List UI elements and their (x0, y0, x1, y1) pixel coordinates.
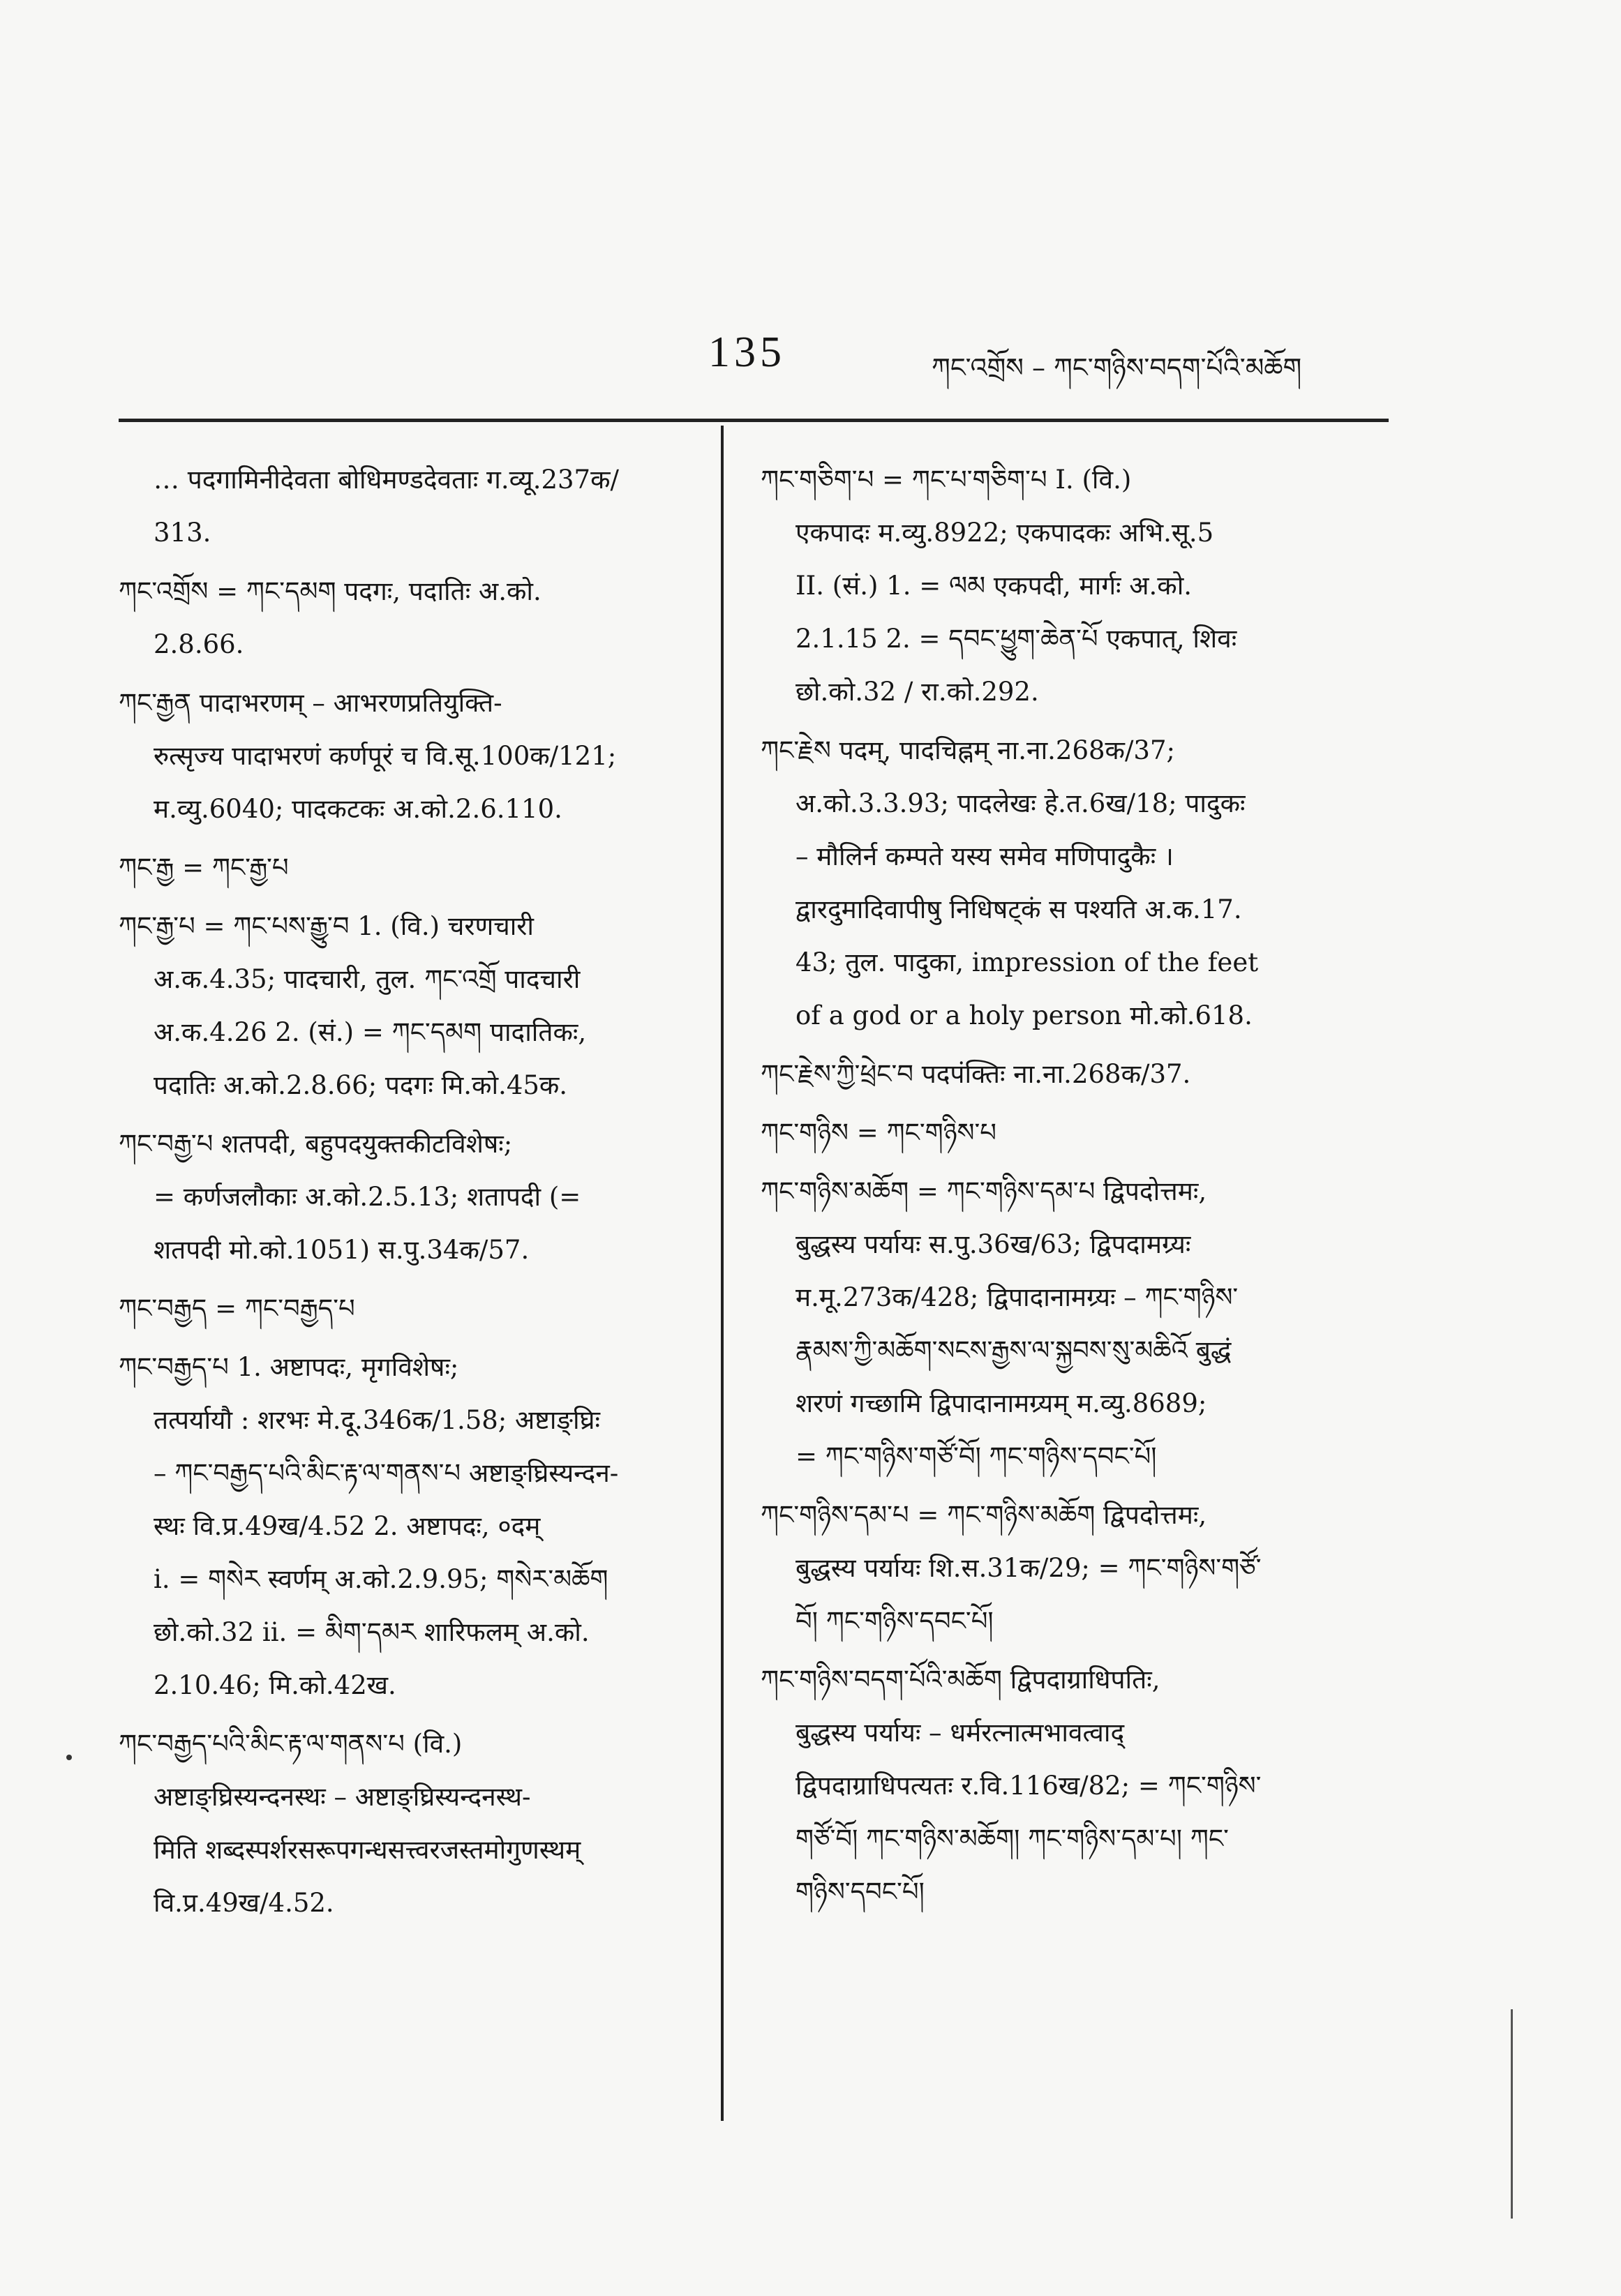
dictionary-entry (761, 724, 1392, 1042)
entry-line: अ.क.4.35; पादचारी, तुल. ཀང་འགྲོ पादचारी (154, 964, 581, 994)
entry-line: = कर्णजलौकाः अ.को.2.5.13; शतापदी (= (154, 1182, 581, 1212)
running-head: ཀང་འགྲོས – ཀང་གཉིས་བདག་པོའི་མཆོག (932, 352, 1302, 383)
dictionary-entry (119, 677, 701, 836)
entry-headline: ཀང་གཉིས = ཀང་གཉིས་པ (761, 1118, 996, 1148)
dictionary-entry (761, 1489, 1392, 1648)
entry-line: i. = གསེར स्वर्णम् अ.को.2.9.95; གསེར་མཆོག (154, 1564, 608, 1594)
entry-headline: ཀང་བརྒྱད་པ 1. अष्टापदः, मृगविशेषः; (119, 1352, 459, 1382)
margin-line (1511, 2009, 1513, 2219)
entry-line: 2.1.15 2. = དབང་ཕྱུག་ཆེན་པོ एकपात्, शिवः (795, 624, 1237, 654)
entry-line: द्वारदुमादिवापीषु निधिषट्कं स पश्यति अ.क.17. (795, 894, 1242, 924)
entry-line: बुद्धस्य पर्यायः शि.स.31क/29; = ཀང་གཉིས་གཙོ་ (795, 1553, 1262, 1583)
entry-line: གཉིས་དབང་པོ། (795, 1877, 925, 1907)
entry-line: གཙོ་བོ། ཀང་གཉིས་མཆོག། ཀང་གཉིས་དམ་པ། ཀང་ (795, 1824, 1229, 1854)
entry-headline: … पदगामिनीदेवता बोधिमण्डदेवताः ग.व्यू.237क/ (154, 465, 619, 495)
entry-headline: ཀང་རྒྱ་པ = ཀང་པས་རྒྱུ་བ 1. (वि.) चरणचारी (119, 911, 535, 941)
dictionary-entry (119, 565, 701, 671)
entry-headline: ཀང་གཅིག་པ = ཀང་པ་གཅིག་པ I. (वि.) (761, 465, 1132, 495)
entry-headline: ཀང་འགྲོས = ཀང་དམག पदगः, पदातिः अ.को. (119, 576, 541, 606)
entry-line: मिति शब्दस्पर्शरसरूपगन्धसत्त्वरजस्तमोगुणस्थम् (154, 1835, 581, 1865)
entry-line: शरणं गच्छामि द्विपादानामग्र्यम् म.व्यु.8689; (795, 1388, 1207, 1418)
entry-line: – मौलिर्न कम्पते यस्य समेव मणिपादुकैः । (795, 841, 1174, 871)
entry-headline: ཀང་རྒྱ = ཀང་རྒྱ་པ (119, 853, 289, 883)
header-rule (119, 419, 1389, 422)
entry-line: छो.को.32 ii. = མིག་དམར शारिफलम् अ.को. (154, 1617, 590, 1647)
entry-headline: ཀང་གཉིས་དམ་པ = ཀང་གཉིས་མཆོག द्विपदोत्तमः, (761, 1500, 1207, 1530)
left-column (119, 453, 701, 1935)
entry-line: अ.क.4.26 2. (सं.) = ཀང་དམག पादातिकः, (154, 1017, 587, 1047)
entry-line: – ཀང་བརྒྱད་པའི་མིང་རྟ་ལ་གནས་པ अष्टाङ्घ्रिस्यन्दन- (154, 1458, 619, 1488)
dictionary-entry (761, 1048, 1392, 1101)
dictionary-entry (119, 900, 701, 1112)
entry-line: वि.प्र.49ख/4.52. (154, 1888, 334, 1918)
entry-line: रुत्सृज्य पादाभरणं कर्णपूरं च वि.सू.100क/121; (154, 741, 617, 771)
entry-line: 43; तुल. पादुका, impression of the feet (795, 947, 1259, 977)
entry-line: एकपादः म.व्यु.8922; एकपादकः अभि.सू.5 (795, 518, 1214, 548)
margin-speck (66, 1755, 72, 1760)
entry-line: म.व्यु.6040; पादकटकः अ.को.2.6.110. (154, 794, 562, 824)
entry-headline: ཀང་གཉིས་མཆོག = ཀང་གཉིས་དམ་པ द्विपदोत्तमः, (761, 1176, 1207, 1206)
entry-line: अ.को.3.3.93; पादलेखः हे.त.6ख/18; पादुकः (795, 788, 1246, 818)
entry-line: बुद्धस्य पर्यायः स.पु.36ख/63; द्विपदामग्र्यः (795, 1229, 1191, 1259)
entry-line: तत्पर्यायौ : शरभः मे.दू.346क/1.58; अष्टाङ्घ्रिः (154, 1405, 600, 1435)
entry-line: བོ། ཀང་གཉིས་དབང་པོ། (795, 1606, 994, 1636)
entry-line: 2.10.46; मि.को.42ख. (154, 1670, 396, 1700)
entry-line: स्थः वि.प्र.49ख/4.52 2. अष्टापदः, ०दम् (154, 1511, 541, 1541)
entry-headline: ཀང་རྗེས་ཀྱི་ཕྲེང་བ पदपंक्तिः ना.ना.268क/37. (761, 1059, 1191, 1089)
dictionary-entry (119, 453, 701, 560)
entry-line: बुद्धस्य पर्यायः – धर्मरत्नात्मभावत्वाद् (795, 1718, 1125, 1748)
dictionary-entry (119, 1282, 701, 1335)
entry-headline: ཀང་གཉིས་བདག་པོའི་མཆོག द्विपदाग्राधिपतिः, (761, 1665, 1160, 1695)
entry-headline: ཀང་བརྒྱ་པ शतपदी, बहुपदयुक्तकीटविशेषः; (119, 1129, 513, 1159)
entry-line: = ཀང་གཉིས་གཙོ་བོ། ཀང་གཉིས་དབང་པོ། (795, 1441, 1157, 1471)
dictionary-entry (761, 453, 1392, 719)
dictionary-entry (761, 1165, 1392, 1483)
dictionary-entry (761, 1653, 1392, 1919)
entry-line: म.मू.273क/428; द्विपादानामग्र्यः – ཀང་གཉིས་ (795, 1282, 1239, 1312)
dictionary-entry (119, 841, 701, 894)
entry-line: शतपदी मो.को.1051) स.पु.34क/57. (154, 1235, 530, 1265)
page-number: 135 (708, 329, 786, 376)
dictionary-entry (119, 1118, 701, 1277)
dictionary-entry (119, 1718, 701, 1930)
entry-line: छो.को.32 / रा.को.292. (795, 677, 1039, 707)
entry-line: 313. (154, 518, 211, 548)
entry-line: अष्टाङ्घ्रिस्यन्दनस्थः – अष्टाङ्घ्रिस्यन्दनस्थ- (154, 1782, 531, 1812)
column-divider (721, 426, 724, 2121)
entry-headline: ཀང་བརྒྱད = ཀང་བརྒྱད་པ (119, 1293, 355, 1323)
dictionary-entry (119, 1341, 701, 1712)
entry-headline: ཀང་རྒྱན पादाभरणम् – आभरणप्रतियुक्ति- (119, 688, 502, 718)
dictionary-entry (761, 1106, 1392, 1160)
entry-line: द्विपदाग्राधिपत्यतः र.वि.116ख/82; = ཀང་གཉིས་ (795, 1771, 1262, 1801)
entry-line: of a god or a holy person मो.को.618. (795, 1000, 1253, 1030)
entry-line: II. (सं.) 1. = ལམ एकपदी, मार्गः अ.को. (795, 571, 1193, 601)
entry-headline: ཀང་བརྒྱད་པའི་མིང་རྟ་ལ་གནས་པ (वि.) (119, 1729, 463, 1759)
entry-line: पदातिः अ.को.2.8.66; पदगः मि.को.45क. (154, 1070, 568, 1100)
entry-line: རྣམས་ཀྱི་མཆོག་སངས་རྒྱས་ལ་སྐྱབས་སུ་མཆིའོ बुद्धं (795, 1335, 1232, 1365)
entry-headline: ཀང་རྗེས पदम्, पादचिह्नम् ना.ना.268क/37; (761, 735, 1175, 765)
entry-line: 2.8.66. (154, 629, 244, 659)
right-column (761, 453, 1392, 1924)
